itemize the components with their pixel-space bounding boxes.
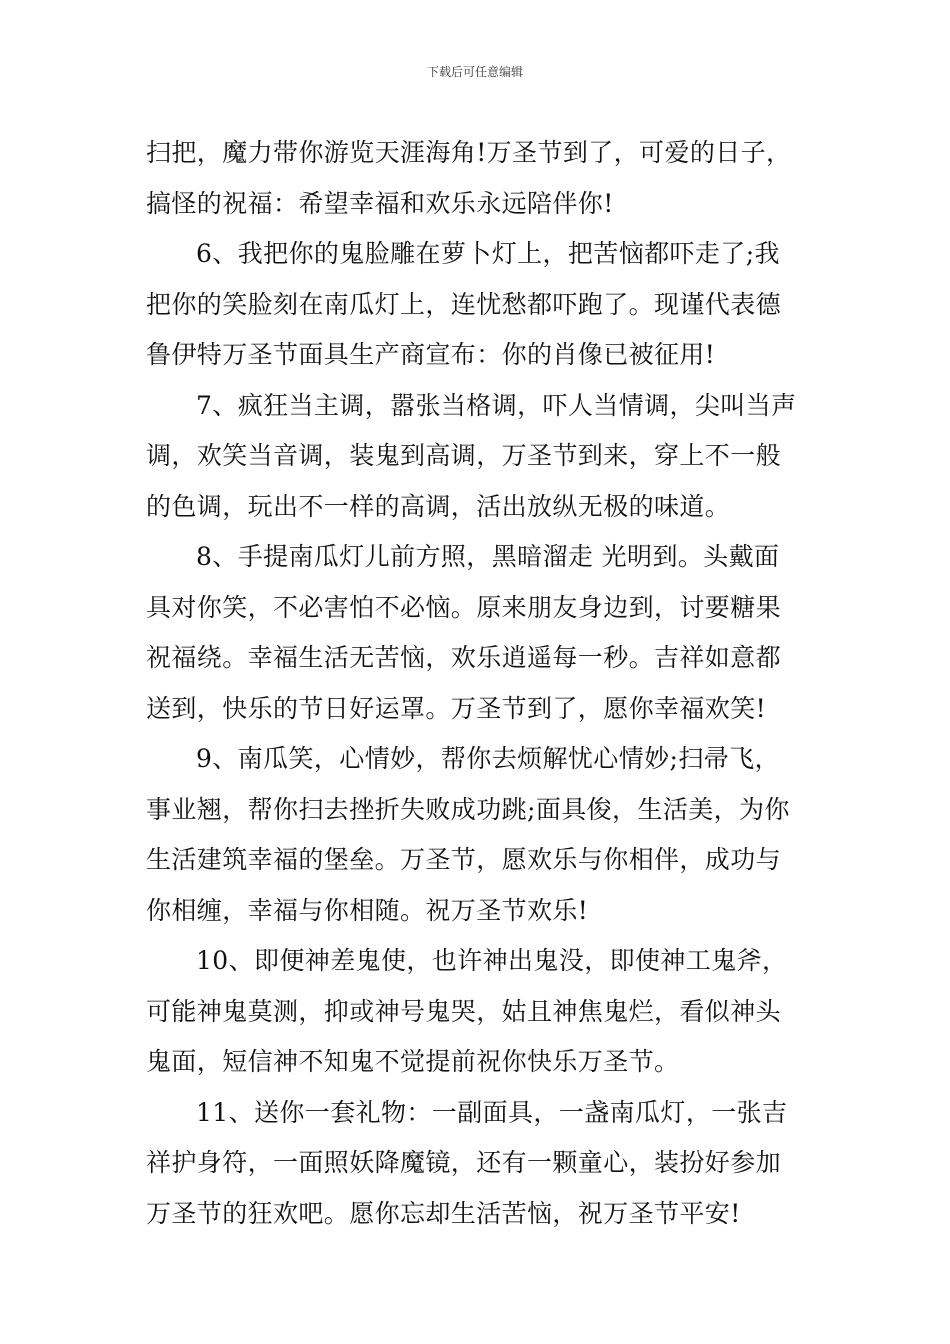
text-line: 调，欢笑当音调，装鬼到高调，万圣节到来，穿上不一般	[146, 441, 782, 470]
text-line: 鬼面，短信神不知鬼不觉提前祝你快乐万圣节。	[146, 1047, 680, 1076]
text-line: 的色调，玩出不一样的高调，活出放纵无极的味道。	[146, 491, 731, 521]
paragraph-start-11: 11、送你一套礼物：一副面具，一盏南瓜灯，一张吉	[196, 1097, 788, 1127]
text-line: 具对你笑，不必害怕不必恼。原来朋友身边到，讨要糖果	[146, 592, 782, 622]
text-line: 送到，快乐的节日好运罩。万圣节到了，愿你幸福欢笑!	[146, 693, 767, 723]
document-body	[146, 128, 808, 1239]
paragraph-start-8: 8、手提南瓜灯儿前方照，黑暗溜走 光明到。头戴面	[196, 542, 780, 571]
text-line: 鲁伊特万圣节面具生产商宣布：你的肖像已被征用!	[146, 340, 716, 369]
text-line: 祥护身符，一面照妖降魔镜，还有一颗童心，装扮好参加	[146, 1148, 782, 1177]
paragraph-start-9: 9、南瓜笑，心情妙，帮你去烦解忧心情妙;扫帚飞，	[196, 744, 780, 773]
text-line: 祝福绕。幸福生活无苦恼，欢乐逍遥每一秒。吉祥如意都	[146, 643, 782, 672]
text-line: 搞怪的祝福：希望幸福和欢乐永远陪伴你!	[146, 188, 614, 218]
text-line: 事业翘，帮你扫去挫折失败成功跳;面具俊，生活美，为你	[146, 794, 790, 824]
text-line: 你相缠，幸福与你相随。祝万圣节欢乐!	[146, 895, 589, 925]
paragraph-start-7: 7、疯狂当主调，嚣张当格调，吓人当情调，尖叫当声	[196, 390, 797, 420]
paragraph-start-10: 10、即便神差鬼使，也许神出鬼没，即使神工鬼斧，	[196, 946, 788, 975]
text-line: 万圣节的狂欢吧。愿你忘却生活苦恼，祝万圣节平安!	[146, 1198, 741, 1228]
text-line: 可能神鬼莫测，抑或神号鬼哭，姑且神焦鬼烂，看似神头	[146, 996, 782, 1026]
text-line: 把你的笑脸刻在南瓜灯上，连忧愁都吓跑了。现谨代表德	[146, 289, 782, 319]
text-line: 生活建筑幸福的堡垒。万圣节，愿欢乐与你相伴，成功与	[146, 845, 782, 874]
paragraph-start-6: 6、我把你的鬼脸雕在萝卜灯上，把苦恼都吓走了;我	[196, 239, 780, 268]
header-note: 下载后可任意编辑	[426, 65, 523, 79]
text-line: 扫把，魔力带你游览天涯海角!万圣节到了，可爱的日子，	[146, 138, 792, 167]
